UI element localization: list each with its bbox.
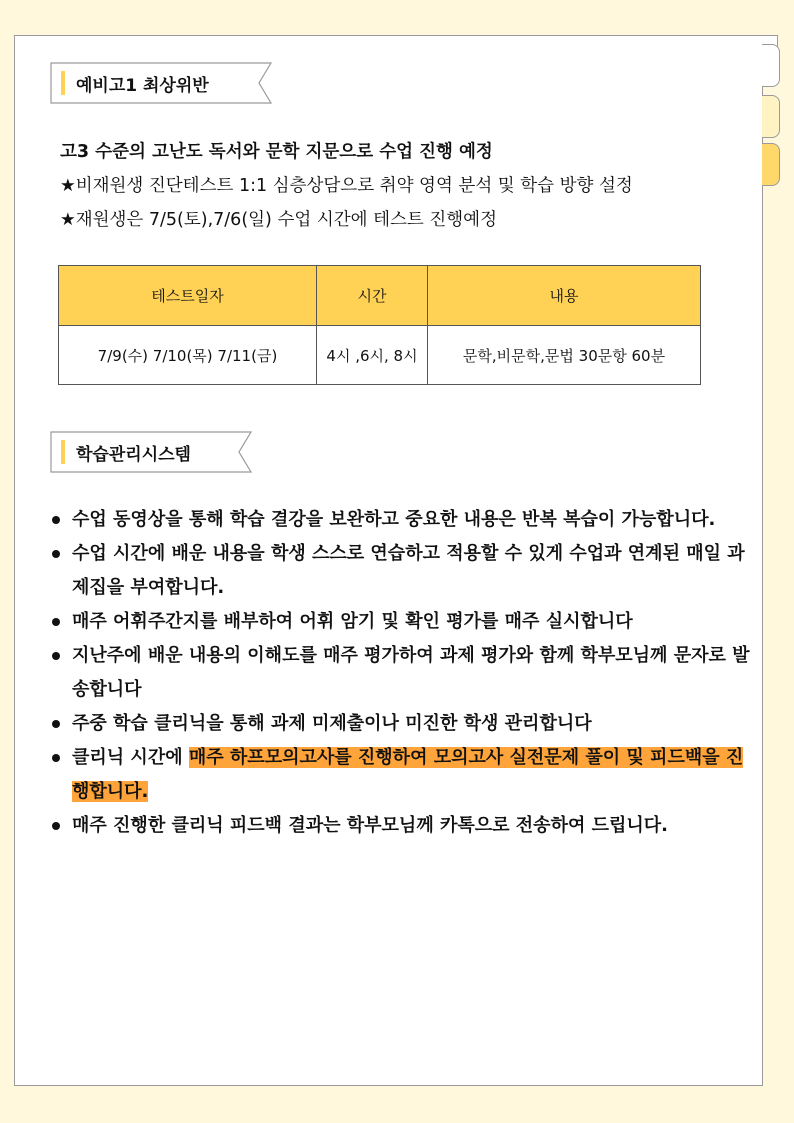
section-label-system: [50, 431, 252, 473]
list-item: [52, 537, 752, 605]
feature-text: 수업 동영상을 통해 학습 결강을 보완하고 중요한 내용은 반복 복습이 가능합니다.: [72, 509, 716, 530]
header-test-date: 테스트일자: [59, 266, 317, 326]
side-tab-white[interactable]: [762, 44, 780, 87]
intro-line-3: ★재원생은 7/5(토),7/6(일) 수업 시간에 테스트 진행예정: [60, 210, 497, 230]
feature-text: 지난주에 배운 내용의 이해도를 매주 평가하여 과제 평가와 함께 학부모님께 문자로 발송합니다: [72, 645, 750, 700]
feature-text: 수업 시간에 배운 내용을 학생 스스로 연습하고 적용할 수 있게 수업과 연계된 매일 과제집을 부여합니다.: [72, 543, 745, 598]
intro-line-1: 고3 수준의 고난도 독서와 문학 지문으로 수업 진행 예정: [60, 142, 493, 162]
list-item: [52, 809, 752, 843]
feature-text: 클리닉 시간에: [72, 747, 189, 768]
list-item: [52, 503, 752, 537]
section-title-class: 예비고1 최상위반: [76, 75, 209, 96]
list-item: [52, 639, 752, 707]
feature-text: 매주 진행한 클리닉 피드백 결과는 학부모님께 카톡으로 전송하여 드립니다.: [72, 815, 668, 836]
table-header-row: [59, 266, 701, 326]
bullet-icon: [52, 516, 60, 524]
side-tab-yellow[interactable]: [762, 143, 780, 186]
test-schedule-table: [58, 265, 701, 385]
side-tab-cream[interactable]: [762, 95, 780, 138]
intro-block: [60, 135, 750, 237]
cell-content: 문학,비문학,문법 30문항 60분: [428, 326, 701, 385]
highlighted-text: 매주 하프모의고사를 진행하여 모의고사 실전문제 풀이 및 피드백을 진행합니다.: [72, 747, 744, 802]
list-item: [52, 605, 752, 639]
bullet-icon: [52, 618, 60, 626]
section-label-class: [50, 62, 272, 104]
bullet-icon: [52, 652, 60, 660]
list-item: [52, 707, 752, 741]
header-time: 시간: [317, 266, 428, 326]
section-title-system: 학습관리시스템: [76, 444, 191, 465]
bullet-icon: [52, 754, 60, 762]
cell-test-date: 7/9(수) 7/10(목) 7/11(금): [59, 326, 317, 385]
feature-text: 주중 학습 클리닉을 통해 과제 미제출이나 미진한 학생 관리합니다: [72, 713, 592, 734]
feature-text: 매주 어휘주간지를 배부하여 어휘 암기 및 확인 평가를 매주 실시합니다: [72, 611, 633, 632]
bullet-icon: [52, 822, 60, 830]
bullet-icon: [52, 550, 60, 558]
cell-time: 4시 ,6시, 8시: [317, 326, 428, 385]
feature-list: [52, 503, 752, 843]
intro-line-2: ★비재원생 진단테스트 1:1 심층상담으로 취약 영역 분석 및 학습 방향 설정: [60, 176, 633, 196]
bullet-icon: [52, 720, 60, 728]
list-item: [52, 741, 752, 809]
header-content: 내용: [428, 266, 701, 326]
table-row: [59, 326, 701, 385]
